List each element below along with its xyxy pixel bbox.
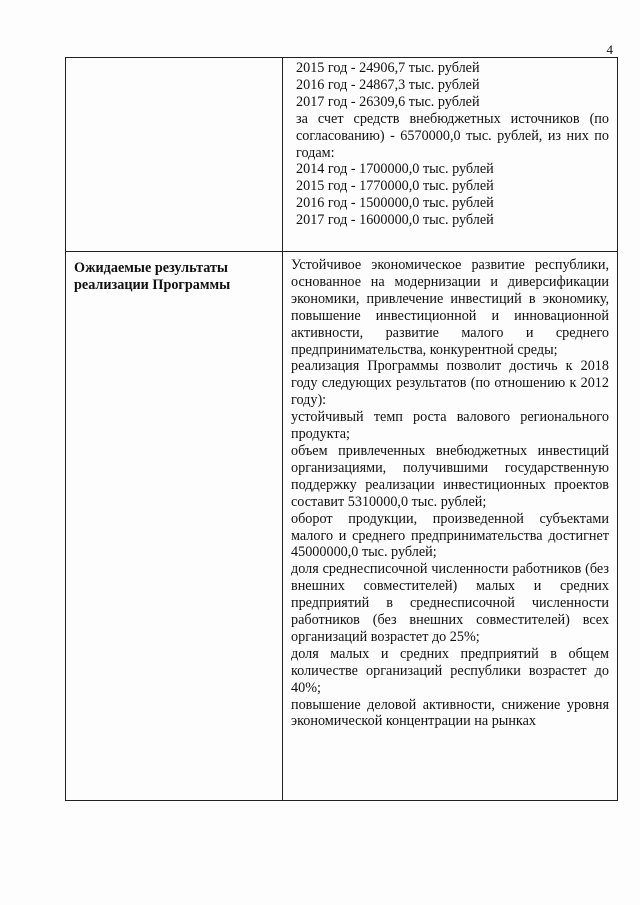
table-row-expected-results [66,252,618,801]
result-paragraph: доля малых и средних предприятий в общем количестве организаций республики возрастет до 40%; [291,645,609,696]
passport-table [65,57,618,801]
result-paragraph: повышение деловой активности, снижение уровня экономической концентрации на рынках [291,696,609,730]
funding-line: 2014 год - 1700000,0 тыс. рублей [296,161,494,178]
funding-line: 2015 год - 24906,7 тыс. рублей [296,60,480,76]
funding-details-cell [283,58,618,252]
funding-line: 2015 год - 1770000,0 тыс. рублей [296,178,494,195]
row-label-expected-results: Ожидаемые результаты реализации Программы [74,260,231,293]
funding-line: 2016 год - 1500000,0 тыс. рублей [296,195,494,212]
result-paragraph: доля среднесписочной численности работников (без внешних совместителей) малых и средних предприятий в среднесписочной численности работников (без внешних совместителей) всех организаций возрастет до 25%; [291,561,609,645]
row-label-cell [66,252,283,801]
result-paragraph: Устойчивое экономическое развитие республики, основанное на модернизации и диверсификации экономики, привлечение инвестиций в экономику, повышение инвестиционной и инновационной активности, развитие малого и среднего предпринимательства, конкурентной среды; [291,257,609,358]
funding-line: 2017 год - 1600000,0 тыс. рублей [296,212,494,229]
result-paragraph: реализация Программы позволит достичь к 2018 году следующих результатов (по отношению к 2012 году): [291,358,609,409]
row-label-cell [66,58,283,252]
table-row-funding [66,58,618,252]
funding-line: 2017 год - 26309,6 тыс. рублей [296,93,480,110]
result-paragraph: оборот продукции, произведенной субъектами малого и среднего предпринимательства достигнет 45000000,0 тыс. рублей; [291,510,609,561]
expected-results-cell [283,252,618,801]
page-number: 4 [606,42,613,57]
result-paragraph: устойчивый темп роста валового регионального продукта; [291,409,609,443]
funding-extrabudgetary-line: за счет средств внебюджетных источников (по согласованию) - 6570000,0 тыс. рублей, из них по годам: [296,110,609,161]
result-paragraph: объем привлеченных внебюджетных инвестиций организациями, получившими государственную поддержку реализации инвестиционных проектов составит 5310000,0 тыс. рублей; [291,442,609,510]
funding-line: 2016 год - 24867,3 тыс. рублей [296,76,480,93]
